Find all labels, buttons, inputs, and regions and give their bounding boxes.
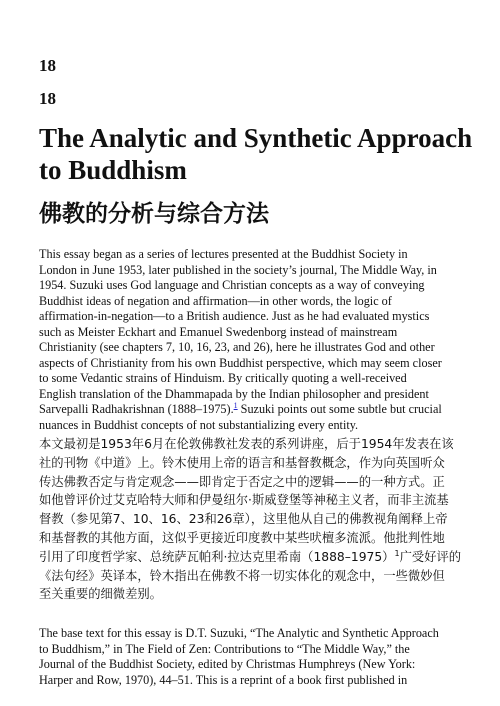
text-line: 至关重要的细微差别。 [39, 587, 162, 602]
footnote-link[interactable]: 1 [233, 400, 238, 410]
text-line: London in June 1953, later published in the society’s journal, The Middle Way, in [39, 262, 437, 277]
intro-paragraph [39, 247, 479, 433]
text-line: to Buddhism,” in The Field of Zen: Contributions to “The Middle Way,” the [39, 641, 410, 656]
text-line: to some Vedantic strains of Hinduism. By critically quoting a well-received [39, 371, 407, 385]
text-line: English translation of the Dhammapada by the Indian philosopher and president [39, 386, 429, 401]
source-paragraph [39, 626, 479, 688]
text-line: 和基督教的其他方面，这似乎更接近印度教中某些吠檀多流派。他批判性地 [39, 530, 445, 545]
text-line: 社的刊物《中道》上。铃木使用上帝的语言和基督教概念，作为向英国听众 [39, 455, 445, 470]
text-line: 如他曾评价过艾克哈特大师和伊曼纽尔·斯威登堡等神秘主义者，而非主流基 [39, 493, 449, 508]
text-line: 本文最初是1953年6月在伦敦佛教社发表的系列讲座，后于1954年发表在该 [39, 437, 454, 451]
text-line: Buddhist ideas of negation and affirmation—in other words, the logic of [39, 293, 392, 308]
chapter-title [39, 122, 479, 186]
text-line: 1954. Suzuki uses God language and Christian concepts as a way of conveying [39, 278, 425, 292]
text-line: nuances in Buddhist concepts of not substantializing every entity. [39, 417, 359, 432]
text-line: aspects of Christianity from his own Buddhist perspective, which may seem closer [39, 355, 442, 370]
text-line: such as Meister Eckhart and Emanuel Swedenborg instead of mainstream [39, 324, 398, 339]
footnote-mark: 1 [394, 548, 400, 558]
text-line: 《法句经》英译本，铃木指出在佛教不将一切实体化的观念中，一些微妙但 [39, 568, 445, 583]
text-line [39, 548, 479, 567]
text-segment: 引用了印度哲学家、总统萨瓦帕利·拉达克里希南（1888–1975） [39, 549, 395, 564]
text-line: affirmation-in-negation—to a British audience. Just as he had evaluated mystics [39, 309, 430, 323]
text-line: The base text for this essay is D.T. Suzuki, “The Analytic and Synthetic Approach [39, 626, 439, 640]
text-line [39, 402, 479, 418]
chapter-number-repeat: 18 [39, 89, 56, 108]
chapter-number: 18 [39, 56, 56, 75]
chinese-paragraph [39, 435, 479, 604]
chapter-title-chinese: 佛教的分析与综合方法 [39, 201, 269, 227]
text-line: Christianity (see chapters 7, 10, 16, 23, and 26), here he illustrates God and other [39, 340, 435, 354]
text-line: 督教（参见第7、10、16、23和26章），这里他从自己的佛教视角阐释上帝 [39, 512, 448, 527]
chapter-title-line: to Buddhism [39, 155, 187, 185]
text-line: 传达佛教否定与肯定观念——即肯定于否定之中的逻辑——的一种方式。正 [39, 474, 445, 489]
text-segment: Suzuki points out some subtle but crucial [237, 402, 442, 416]
text-line: This essay began as a series of lectures presented at the Buddhist Society in [39, 247, 408, 261]
text-line: Journal of the Buddhist Society, edited by Christmas Humphreys (New York: [39, 657, 416, 671]
text-segment: 广受好评的 [399, 549, 462, 564]
text-line: Harper and Row, 1970), 44–51. This is a reprint of a book first published in [39, 672, 408, 687]
chapter-title-line: The Analytic and Synthetic Approach [39, 123, 473, 153]
text-segment: Sarvepalli Radhakrishnan (1888–1975). [39, 402, 234, 416]
